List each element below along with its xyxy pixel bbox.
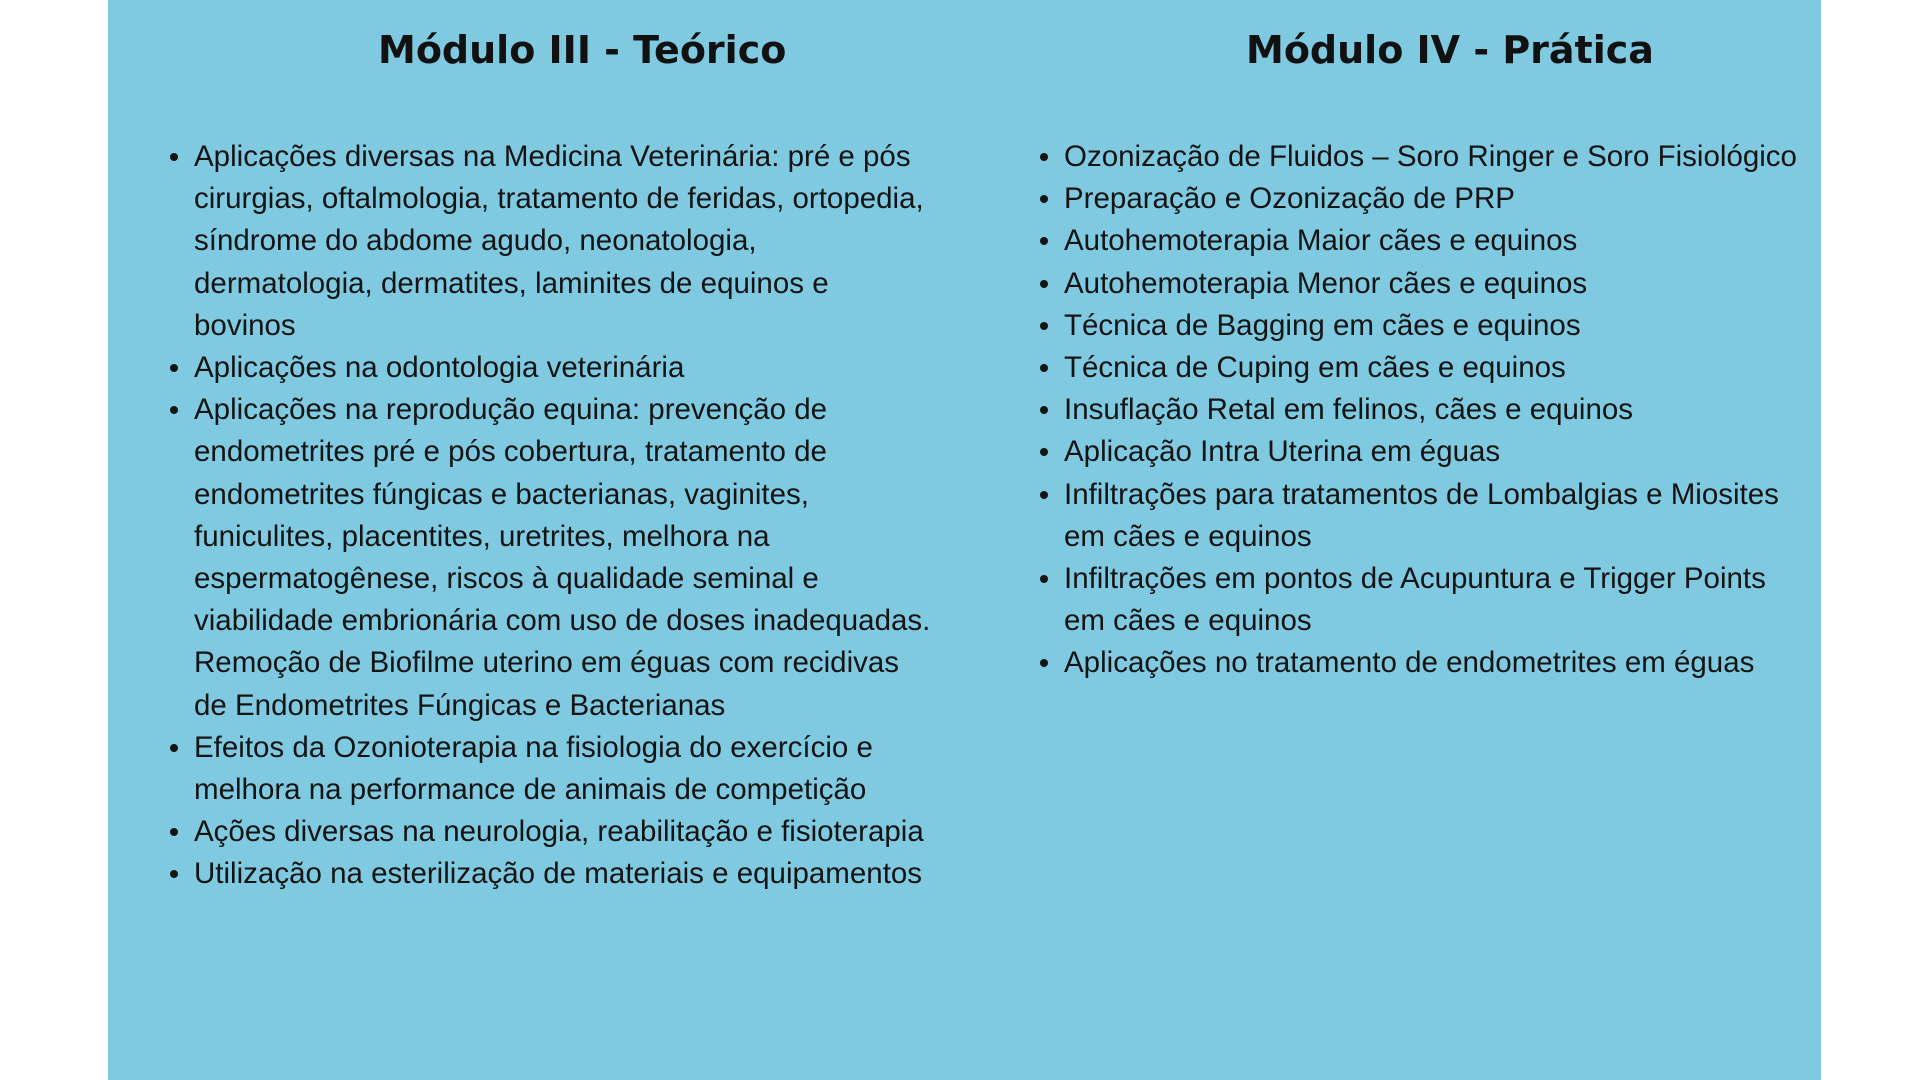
module-iii-list <box>168 136 934 896</box>
list-item: Autohemoterapia Menor cães e equinos <box>1064 263 1804 305</box>
list-item: Aplicações na odontologia veterinária <box>194 347 934 389</box>
list-item: Insuflação Retal em felinos, cães e equinos <box>1064 389 1804 431</box>
content-panel <box>108 0 1821 1080</box>
list-item: Utilização na esterilização de materiais e equipamentos <box>194 853 934 895</box>
list-item: Técnica de Bagging em cães e equinos <box>1064 305 1804 347</box>
list-item: Infiltrações para tratamentos de Lombalgias e Miosites em cães e equinos <box>1064 474 1804 558</box>
list-item: Aplicações diversas na Medicina Veterinária: pré e pós cirurgias, oftalmologia, tratamento de feridas, ortopedia, síndrome do abdome agudo, neonatologia, dermatologia, dermatites, laminites de equinos e bovinos <box>194 136 934 347</box>
module-iv-title: Módulo IV - Prática <box>1246 28 1654 72</box>
list-item: Efeitos da Ozonioterapia na fisiologia do exercício e melhora na performance de animais de competição <box>194 727 934 811</box>
list-item: Preparação e Ozonização de PRP <box>1064 178 1804 220</box>
list-item: Ações diversas na neurologia, reabilitação e fisioterapia <box>194 811 934 853</box>
module-iii-title: Módulo III - Teórico <box>378 28 787 72</box>
list-item: Aplicações na reprodução equina: prevenção de endometrites pré e pós cobertura, tratamento de endometrites fúngicas e bacterianas, vaginites, funiculites, placentites, uretrites, melhora na espermatogênese, riscos à qualidade seminal e viabilidade embrionária com uso de doses inadequadas. Remoção de Biofilme uterino em éguas com recidivas de Endometrites Fúngicas e Bacterianas <box>194 389 934 727</box>
list-item: Técnica de Cuping em cães e equinos <box>1064 347 1804 389</box>
list-item: Infiltrações em pontos de Acupuntura e Trigger Points em cães e equinos <box>1064 558 1804 642</box>
list-item: Ozonização de Fluidos – Soro Ringer e Soro Fisiológico <box>1064 136 1804 178</box>
list-item: Aplicação Intra Uterina em éguas <box>1064 431 1804 473</box>
list-item: Aplicações no tratamento de endometrites em éguas <box>1064 642 1804 684</box>
list-item: Autohemoterapia Maior cães e equinos <box>1064 220 1804 262</box>
module-iv-list <box>1038 136 1804 685</box>
